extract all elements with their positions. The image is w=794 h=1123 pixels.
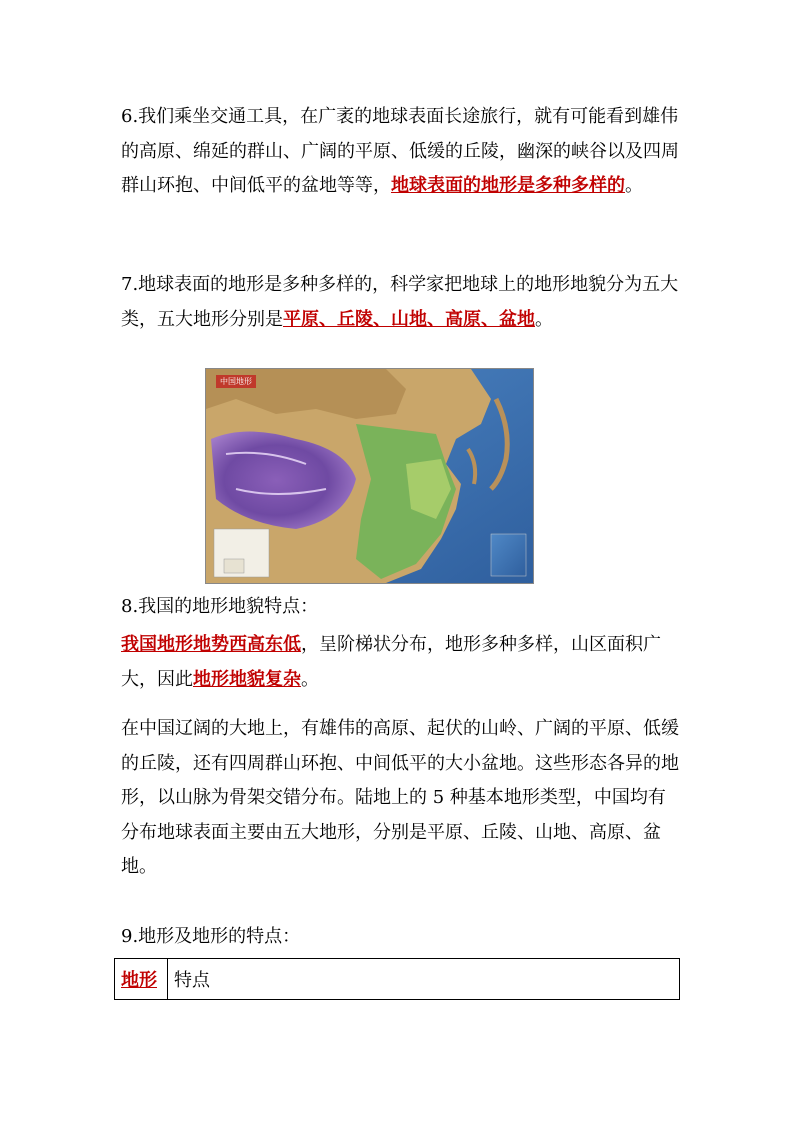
p6-end: 。 xyxy=(625,175,643,196)
p6-highlight: 地球表面的地形是多种多样的 xyxy=(391,175,625,196)
china-relief-map-photo xyxy=(205,368,534,584)
table-header-features: 特点 xyxy=(168,959,680,1000)
relief-map-graphic xyxy=(206,369,533,583)
p7-highlight: 平原、丘陵、山地、高原、盆地 xyxy=(283,308,535,330)
paragraph-8-feature xyxy=(121,628,681,697)
p8-heading: 8.我国的地形地貌特点： xyxy=(121,596,319,617)
terrain-feature-table xyxy=(114,958,680,1000)
p7-end: 。 xyxy=(535,308,553,330)
p8-end: 。 xyxy=(301,668,319,690)
table-header-terrain: 地形 xyxy=(115,959,168,1000)
map-title: 中国地形 xyxy=(216,375,256,388)
p9-heading: 9.地形及地形的特点： xyxy=(121,926,301,947)
paragraph-7 xyxy=(121,268,681,337)
paragraph-6 xyxy=(121,100,681,204)
paragraph-9-heading xyxy=(121,920,681,955)
p7-text: 7.地球表面的地形是多种多样的，科学家把地球上的地形地貌分为五大类，五大地形分别是 xyxy=(121,274,679,330)
p8-body: 在中国辽阔的大地上，有雄伟的高原、起伏的山岭、广阔的平原、低缓的丘陵，还有四周群山环抱、中间低平的大小盆地。这些形态各异的地形，以山脉为骨架交错分布。陆地上的 5 种基本地形类型，中国均有分布地球表面主要由五大地形，分别是平原、丘陵、山地、高原、盆地。 xyxy=(121,718,679,877)
p8-highlight-2: 地形地貌复杂 xyxy=(193,668,301,690)
table-row xyxy=(115,959,680,1000)
p8-highlight-1: 我国地形地势西高东低 xyxy=(121,634,301,655)
p8-text-1: ，呈阶梯状分布，地形多种多样，山区面积广大，因此 xyxy=(121,634,661,690)
p6-text: 6.我们乘坐交通工具，在广袤的地球表面长途旅行，就有可能看到雄伟的高原、绵延的群山、广阔的平原、低缓的丘陵，幽深的峡谷以及四周群山环抱、中间低平的盆地等等， xyxy=(121,106,679,196)
paragraph-8-body xyxy=(121,712,681,885)
paragraph-8-heading xyxy=(121,590,681,625)
